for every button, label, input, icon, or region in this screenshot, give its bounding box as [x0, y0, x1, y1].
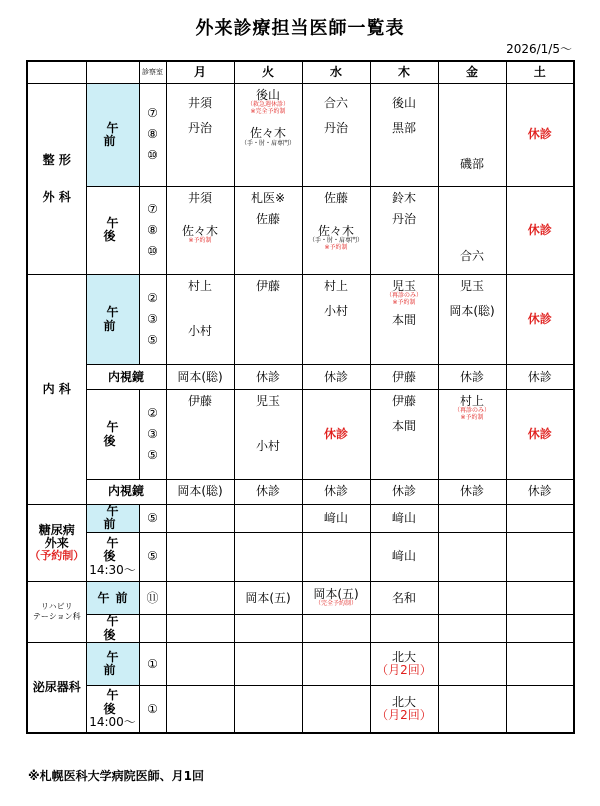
rihabiri-pm-mon — [166, 615, 234, 643]
naika-am-sat: 休診 — [506, 274, 574, 364]
naika-am-tue: 伊藤 — [234, 274, 302, 364]
seikei-pm-mon: 井須 佐々木 ※予約制 — [166, 186, 234, 274]
tonyo-am-mon — [166, 504, 234, 532]
naika-am-rooms: ② ③ ⑤ — [139, 274, 166, 364]
naika-pm-thu: 伊藤 本間 — [370, 389, 438, 479]
header-fri: 金 — [438, 61, 506, 84]
rihabiri-pm-room — [139, 615, 166, 643]
naika-pm-wed: 休診 — [302, 389, 370, 479]
tonyo-pm-wed — [302, 532, 370, 581]
naika-pm-mon: 伊藤 — [166, 389, 234, 479]
rihabiri-pm-fri — [438, 615, 506, 643]
tonyo-am-wed: 﨑山 — [302, 504, 370, 532]
hinyoki-am-room: ① — [139, 643, 166, 686]
naika-am-endo-tue: 休診 — [234, 365, 302, 390]
dept-tonyo-line2: 外来 — [44, 535, 69, 550]
tonyo-pm-row — [27, 532, 574, 581]
header-sat: 土 — [506, 61, 574, 84]
naika-pm-rooms: ② ③ ⑤ — [139, 389, 166, 479]
schedule-table — [26, 60, 575, 734]
header-wed: 水 — [302, 61, 370, 84]
naika-pm-tue: 児玉 小村 — [234, 389, 302, 479]
seikei-am-wed: 合六 丹治 — [302, 84, 370, 187]
naika-am-endo-label: 内視鏡 — [86, 365, 166, 390]
hinyoki-pm-row — [27, 686, 574, 733]
naika-am-endo-wed: 休診 — [302, 365, 370, 390]
tonyo-pm-tue — [234, 532, 302, 581]
header-blank — [86, 61, 139, 84]
naika-pm-endo-tue: 休診 — [234, 480, 302, 505]
seikei-am-sat: 休診 — [506, 84, 574, 187]
seikei-am-mon: 井須 丹治 — [166, 84, 234, 187]
hinyoki-am-thu: 北大 （月2回） — [370, 643, 438, 686]
hinyoki-am-tue — [234, 643, 302, 686]
rihabiri-am-sat — [506, 582, 574, 615]
naika-pm-endo-thu: 休診 — [370, 480, 438, 505]
header-thu: 木 — [370, 61, 438, 84]
seikei-am-tue: 後山 （救急週休診） ※完全予約制 佐々木 （手・肘・肩専門） — [234, 84, 302, 187]
tonyo-pm-mon — [166, 532, 234, 581]
naika-am-thu: 児玉 （再診のみ） ※予約制 本間 — [370, 274, 438, 364]
naika-pm-label: 午 後 — [86, 389, 139, 479]
header-room: 診察室 — [139, 61, 166, 84]
naika-am-endo-thu: 伊藤 — [370, 365, 438, 390]
rihabiri-am-thu: 名和 — [370, 582, 438, 615]
hinyoki-am-label: 午 前 — [86, 643, 139, 686]
naika-pm-endo-row — [27, 480, 574, 505]
hinyoki-pm-time: 14:00〜 — [89, 714, 136, 729]
naika-pm-endo-mon: 岡本(聡) — [166, 480, 234, 505]
hinyoki-pm-thu: 北大 （月2回） — [370, 686, 438, 733]
hinyoki-am-mon — [166, 643, 234, 686]
rihabiri-am-label: 午前 — [86, 582, 139, 615]
rihabiri-am-row — [27, 582, 574, 615]
rihabiri-pm-tue — [234, 615, 302, 643]
tonyo-pm-label: 午 後 14:30〜 — [86, 532, 139, 581]
seikei-pm-label: 午 後 — [86, 186, 139, 274]
footnote: ※札幌医科大学病院医師、月1回 — [28, 769, 205, 783]
hinyoki-pm-fri — [438, 686, 506, 733]
hinyoki-pm-wed — [302, 686, 370, 733]
rihabiri-am-wed: 岡本(五) （完全予約制） — [302, 582, 370, 615]
naika-am-endo-mon: 岡本(聡) — [166, 365, 234, 390]
hinyoki-am-sat — [506, 643, 574, 686]
hinyoki-am-wed — [302, 643, 370, 686]
hinyoki-am-fri — [438, 643, 506, 686]
dept-seikei-line1: 整 形 — [42, 152, 71, 167]
tonyo-am-room: ⑤ — [139, 504, 166, 532]
dept-rihabiri — [27, 582, 86, 643]
naika-pm-sat: 休診 — [506, 389, 574, 479]
hinyoki-pm-label: 午 後 14:00〜 — [86, 686, 139, 733]
naika-am-endo-sat: 休診 — [506, 365, 574, 390]
tonyo-pm-thu: 﨑山 — [370, 532, 438, 581]
rihabiri-am-room: ⑪ — [139, 582, 166, 615]
tonyo-pm-room: ⑤ — [139, 532, 166, 581]
rihabiri-pm-wed — [302, 615, 370, 643]
naika-am-fri: 児玉 岡本(聡) — [438, 274, 506, 364]
seikei-pm-rooms: ⑦ ⑧ ⑩ — [139, 186, 166, 274]
dept-rihabiri-line2: テーション科 — [32, 612, 81, 622]
dept-tonyo — [27, 504, 86, 581]
naika-pm-endo-sat: 休診 — [506, 480, 574, 505]
effective-date: 2026/1/5〜 — [506, 42, 572, 56]
seikei-pm-sat: 休診 — [506, 186, 574, 274]
tonyo-am-label: 午 前 — [86, 504, 139, 532]
seikei-am-row — [27, 84, 574, 187]
seikei-pm-row — [27, 186, 574, 274]
tonyo-pm-time: 14:30〜 — [89, 562, 136, 577]
hinyoki-am-row — [27, 643, 574, 686]
seikei-pm-fri: 合六 — [438, 186, 506, 274]
rihabiri-am-fri — [438, 582, 506, 615]
rihabiri-am-tue: 岡本(五) — [234, 582, 302, 615]
naika-am-endo-fri: 休診 — [438, 365, 506, 390]
naika-pm-endo-fri: 休診 — [438, 480, 506, 505]
header-mon: 月 — [166, 61, 234, 84]
seikei-am-label: 午 前 — [86, 84, 139, 187]
seikei-am-rooms: ⑦ ⑧ ⑩ — [139, 84, 166, 187]
header-blank — [27, 61, 86, 84]
naika-am-wed: 村上 小村 — [302, 274, 370, 364]
dept-seikei-line2: 外 科 — [42, 190, 71, 205]
hinyoki-pm-sat — [506, 686, 574, 733]
dept-naika: 内 科 — [27, 274, 86, 504]
naika-pm-fri: 村上 （再診のみ） ※予約制 — [438, 389, 506, 479]
header-tue: 火 — [234, 61, 302, 84]
seikei-am-fri: 磯部 — [438, 84, 506, 187]
naika-am-endo-row — [27, 365, 574, 390]
dept-tonyo-line1: 糖尿病 — [38, 522, 75, 537]
dept-tonyo-line3: （予約制） — [29, 549, 85, 563]
page-title: 外来診療担当医師一覧表 — [195, 18, 405, 39]
rihabiri-pm-thu — [370, 615, 438, 643]
tonyo-am-tue — [234, 504, 302, 532]
naika-am-mon: 村上 小村 — [166, 274, 234, 364]
rihabiri-pm-label: 午 後 — [86, 615, 139, 643]
rihabiri-pm-sat — [506, 615, 574, 643]
naika-pm-row — [27, 389, 574, 479]
seikei-am-thu: 後山 黒部 — [370, 84, 438, 187]
rihabiri-pm-row — [27, 615, 574, 643]
hinyoki-pm-room: ① — [139, 686, 166, 733]
dept-seikei — [27, 84, 86, 275]
tonyo-am-sat — [506, 504, 574, 532]
tonyo-am-row — [27, 504, 574, 532]
seikei-pm-wed: 佐藤 佐々木 （手・肘・肩専門） ※予約制 — [302, 186, 370, 274]
hinyoki-pm-tue — [234, 686, 302, 733]
rihabiri-am-mon — [166, 582, 234, 615]
header-row — [27, 61, 574, 84]
tonyo-am-fri — [438, 504, 506, 532]
seikei-pm-tue: 札医※ 佐藤 — [234, 186, 302, 274]
naika-pm-endo-label: 内視鏡 — [86, 480, 166, 505]
naika-am-label: 午 前 — [86, 274, 139, 364]
seikei-pm-thu: 鈴木 丹治 — [370, 186, 438, 274]
tonyo-pm-sat — [506, 532, 574, 581]
tonyo-am-thu: 﨑山 — [370, 504, 438, 532]
dept-hinyoki: 泌尿器科 — [27, 643, 86, 733]
tonyo-pm-fri — [438, 532, 506, 581]
dept-rihabiri-line1: リハビリ — [40, 601, 73, 611]
naika-am-row — [27, 274, 574, 364]
naika-pm-endo-wed: 休診 — [302, 480, 370, 505]
hinyoki-pm-mon — [166, 686, 234, 733]
